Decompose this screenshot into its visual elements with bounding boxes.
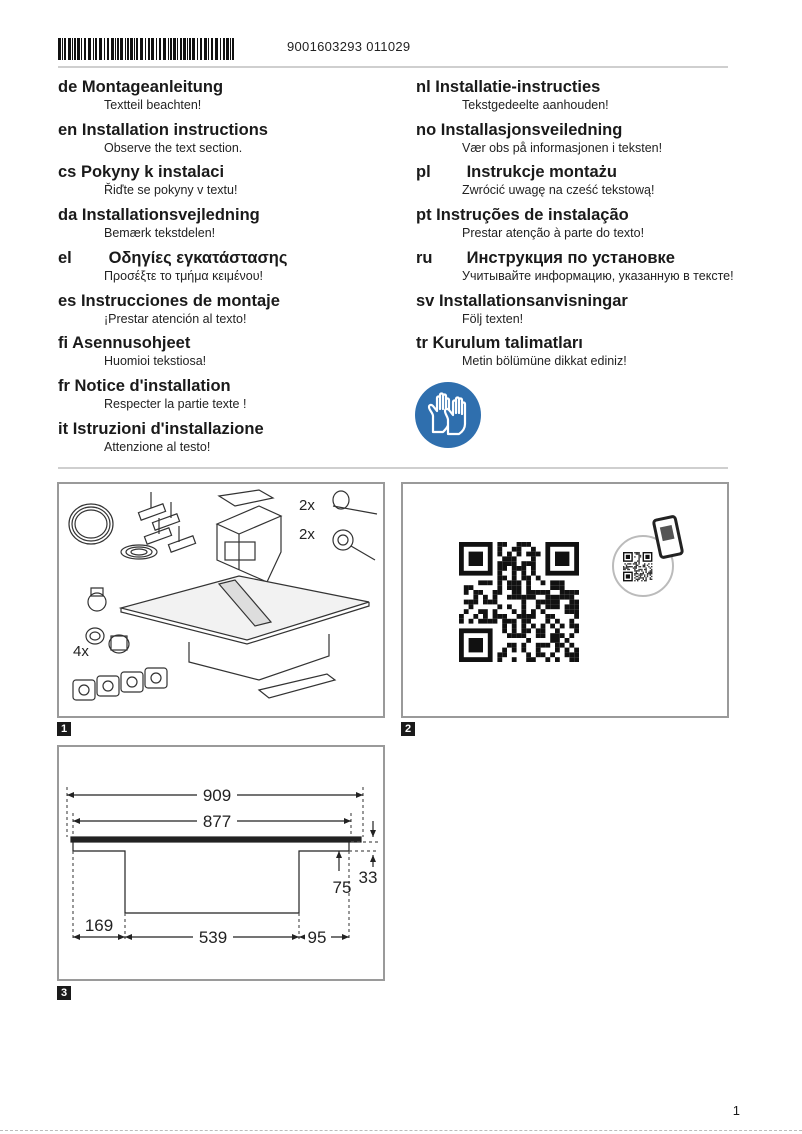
language-heading xyxy=(416,163,654,182)
language-title: Installation instructions xyxy=(81,120,268,139)
language-code: tr xyxy=(416,334,428,353)
language-code: cs xyxy=(58,163,77,182)
language-entry-tr xyxy=(416,334,627,368)
language-code: es xyxy=(58,291,77,310)
language-title: Instruções de instalação xyxy=(436,206,629,225)
section-divider xyxy=(58,467,728,469)
scan-phone-icon xyxy=(613,516,683,596)
language-entry-cs xyxy=(58,163,237,197)
figure-2-qr xyxy=(401,482,729,718)
language-entry-da xyxy=(58,206,260,240)
language-note: Textteil beachten! xyxy=(104,98,202,112)
language-title: Installasjonsveiledning xyxy=(440,120,623,139)
language-entry-en xyxy=(58,121,268,155)
language-note: Προσέξτε το τμήμα κειμένου! xyxy=(104,268,264,283)
document-number: 9001603293 011029 xyxy=(287,39,411,54)
language-heading xyxy=(416,206,644,225)
language-code: pl xyxy=(416,163,431,182)
qr-code xyxy=(403,484,727,716)
language-entry-no xyxy=(416,121,662,155)
language-code: ru xyxy=(416,248,433,267)
language-entry-pt xyxy=(416,206,644,240)
language-entry-el xyxy=(58,249,287,283)
language-heading xyxy=(58,163,237,182)
language-code: it xyxy=(58,419,69,438)
language-title: Οδηγίες εγκατάστασης xyxy=(108,248,288,267)
language-title: Asennusohjeet xyxy=(72,334,191,353)
language-note: Huomioi tekstiosa! xyxy=(104,354,207,369)
language-title: Instrukcje montażu xyxy=(466,163,617,182)
dim-right-offset: 95 xyxy=(307,928,327,947)
language-code: no xyxy=(416,120,437,139)
wear-gloves-icon xyxy=(415,382,481,448)
language-heading xyxy=(416,78,609,97)
language-note: Metin bölümüne dikkat ediniz! xyxy=(462,354,627,369)
language-heading xyxy=(58,292,280,311)
dim-left-offset: 169 xyxy=(84,916,114,935)
language-code: nl xyxy=(416,78,431,96)
language-code: el xyxy=(58,248,72,267)
barcode xyxy=(58,38,234,60)
figure-1-parts xyxy=(57,482,385,718)
language-note: Prestar atenção à parte do texto! xyxy=(462,226,645,241)
language-code: en xyxy=(58,120,78,139)
figure-3-number: 3 xyxy=(57,986,71,1000)
language-entry-fr xyxy=(58,377,246,411)
language-code: da xyxy=(58,206,78,225)
language-entry-nl xyxy=(416,78,609,112)
language-heading xyxy=(416,292,628,311)
dim-overall-width: 909 xyxy=(202,786,232,805)
language-note: Observe the text section. xyxy=(104,140,243,155)
language-heading xyxy=(58,78,223,97)
qty-label-c: 4x xyxy=(73,643,89,660)
figure-2-number: 2 xyxy=(401,722,415,736)
dim-height-75: 75 xyxy=(332,878,352,897)
language-title: Kurulum talimatları xyxy=(432,334,583,353)
language-heading xyxy=(58,206,260,225)
language-note: ¡Prestar atención al texto! xyxy=(104,311,247,326)
figure-3-dimensions xyxy=(57,745,385,981)
dimension-drawing xyxy=(59,747,383,979)
language-note: Řiďte se pokyny v textu! xyxy=(104,183,238,198)
language-title: Installatie-instructies xyxy=(435,78,601,96)
language-entry-de xyxy=(58,78,223,112)
language-note: Tekstgedeelte aanhouden! xyxy=(462,98,609,112)
language-entry-ru xyxy=(416,249,734,283)
top-divider xyxy=(58,66,728,68)
language-entry-pl xyxy=(416,163,654,197)
language-heading xyxy=(58,377,246,396)
language-code: fi xyxy=(58,334,69,353)
language-note: Följ texten! xyxy=(462,311,524,326)
language-entry-it xyxy=(58,420,264,454)
language-heading xyxy=(416,334,627,353)
language-heading xyxy=(416,249,734,268)
language-code: pt xyxy=(416,206,432,225)
qty-label-b: 2x xyxy=(299,526,315,543)
language-note: Учитывайте информацию, указанную в тексте! xyxy=(462,268,734,283)
language-entry-es xyxy=(58,292,280,326)
dim-cutout-width: 539 xyxy=(198,928,228,947)
parts-illustration xyxy=(59,484,383,716)
language-heading xyxy=(58,334,206,353)
language-code: fr xyxy=(58,376,70,395)
language-title: Montageanleitung xyxy=(81,78,224,96)
language-note: Zwrócić uwagę na cześć tekstową! xyxy=(462,183,655,198)
qty-label-a: 2x xyxy=(299,497,315,514)
language-title: Notice d'installation xyxy=(74,376,231,395)
language-title: Installationsvejledning xyxy=(81,206,260,225)
language-note: Vær obs på informasjonen i teksten! xyxy=(462,140,663,155)
language-heading xyxy=(58,121,268,140)
dim-height-33: 33 xyxy=(358,868,378,887)
language-heading xyxy=(416,121,662,140)
language-code: sv xyxy=(416,291,435,310)
language-entry-sv xyxy=(416,292,628,326)
language-title: Инструкция по установке xyxy=(466,248,675,267)
dim-glass-width: 877 xyxy=(202,812,232,831)
language-title: Istruzioni d'installazione xyxy=(72,419,264,438)
language-title: Installationsanvisningar xyxy=(438,291,628,310)
language-heading xyxy=(58,249,287,268)
language-entry-fi xyxy=(58,334,206,368)
language-title: Instrucciones de montaje xyxy=(80,291,280,310)
language-heading xyxy=(58,420,264,439)
language-note: Attenzione al testo! xyxy=(104,439,211,454)
language-title: Pokyny k instalaci xyxy=(80,163,225,182)
figure-1-number: 1 xyxy=(57,722,71,736)
language-code: de xyxy=(58,78,78,96)
page-number: 1 xyxy=(732,1103,740,1118)
page-bottom-edge xyxy=(0,1130,802,1131)
language-note: Respecter la partie texte ! xyxy=(104,396,247,411)
language-note: Bemærk tekstdelen! xyxy=(104,226,216,241)
